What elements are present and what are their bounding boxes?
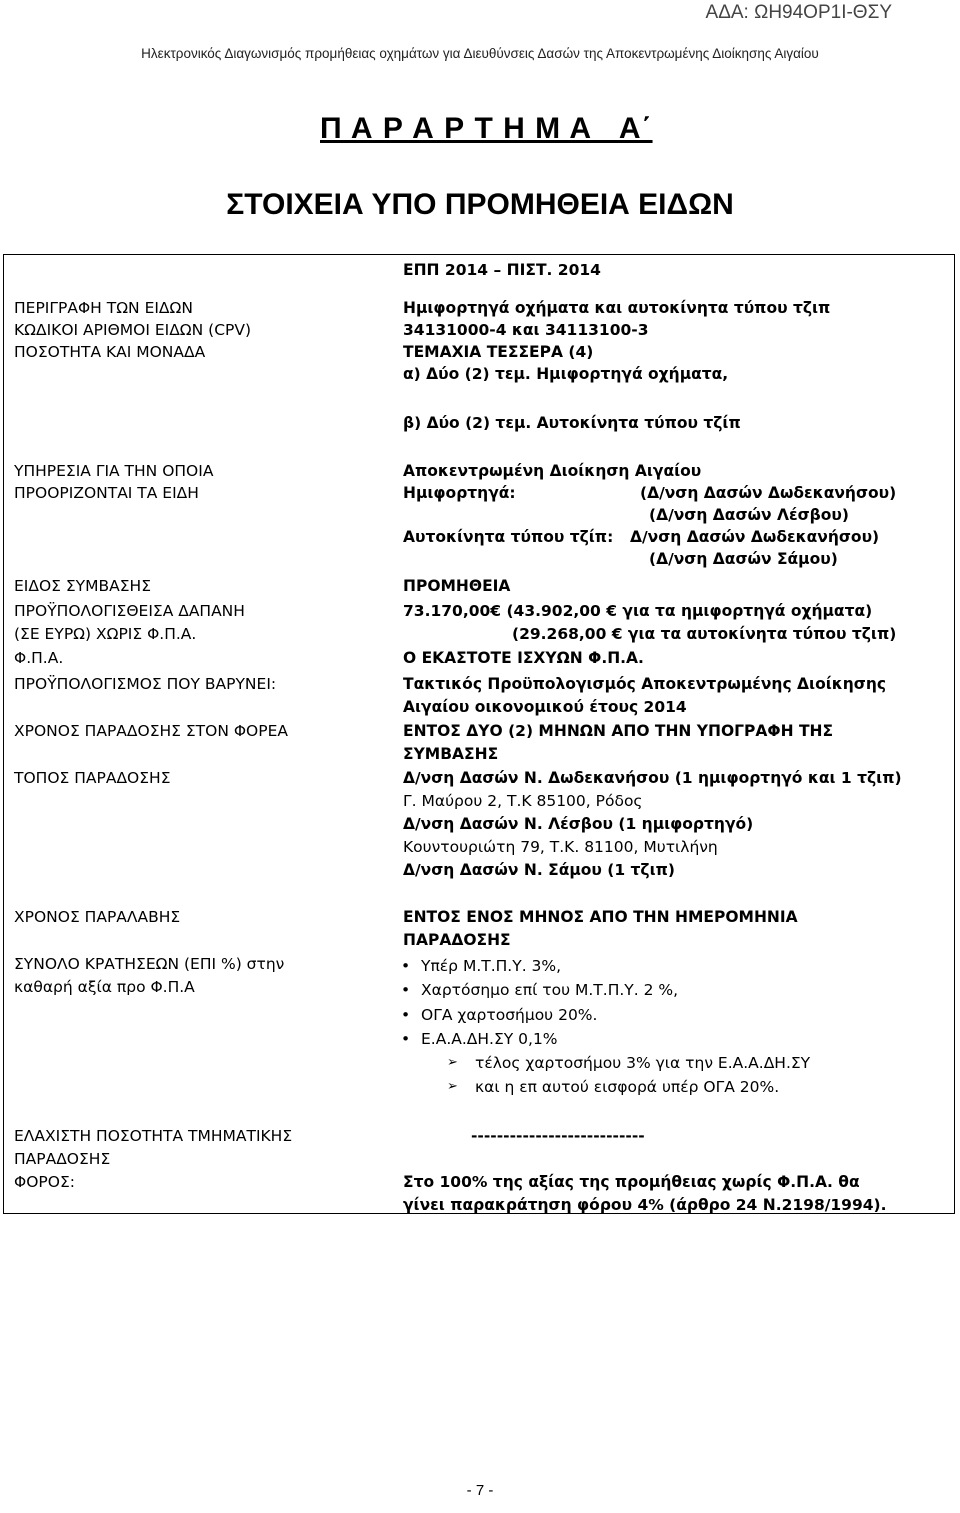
delivery-place-lesvos: Δ/νση Δασών Ν. Λέσβου (1 ημιφορτηγό) [403,815,754,833]
tax-line: Στο 100% της αξίας της προμήθειας χωρίς Φ.Π.Α. θα [403,1173,860,1191]
delivery-time-label: ΧΡΟΝΟΣ ΠΑΡΑΔΟΣΗΣ ΣΤΟΝ ΦΟΡΕΑ [14,722,288,740]
charged-budget-line: Αιγαίου οικονομικού έτους 2014 [403,698,687,716]
budget-jeeps: (29.268,00 € για τα αυτοκίνητα τύπου τζιπ) [512,625,897,643]
annex-title: Π Α Ρ Α Ρ Τ Η Μ Α Α΄ [320,112,653,145]
delivery-place-samos: Δ/νση Δασών Ν. Σάμου (1 τζιπ) [403,861,675,879]
receipt-time-line: ΠΑΡΑΔΟΣΗΣ [403,931,511,949]
deductions-label: καθαρή αξία προ Φ.Π.Α [14,978,195,996]
contract-type-value: ΠΡΟΜΗΘΕΙΑ [403,577,511,595]
tax-label: ΦΟΡΟΣ: [14,1173,75,1191]
budget-label: ΠΡΟΫΠΟΛΟΓΙΣΘΕΙΣΑ ΔΑΠΑΝΗ [14,602,245,620]
deduction-item: • Ε.Α.Α.ΔΗ.ΣΥ 0,1% [403,1028,558,1050]
delivery-place-address: Κουντουριώτη 79, Τ.Κ. 81100, Μυτιλήνη [403,838,718,856]
arrow-bullet-icon: ➢ [447,1079,458,1094]
jeeps-label: Αυτοκίνητα τύπου τζίπ: [403,528,614,546]
cpv-value: 34131000-4 και 34113100-3 [403,321,649,339]
delivery-time-line: ΕΝΤΟΣ ΔΥΟ (2) ΜΗΝΩΝ ΑΠΟ ΤΗΝ ΥΠΟΓΡΑΦΗ ΤΗΣ [403,722,834,740]
jeeps-directorate: Δ/νση Δασών Δωδεκανήσου) [630,528,880,546]
specs-table [3,254,955,1214]
min-quantity-label: ΕΛΑΧΙΣΤΗ ΠΟΣΟΤΗΤΑ ΤΜΗΜΑΤΙΚΗΣ [14,1127,293,1145]
charged-budget-label: ΠΡΟΫΠΟΛΟΓΙΣΜΟΣ ΠΟΥ ΒΑΡΥΝΕΙ: [14,675,277,693]
deduction-item: • ΟΓΑ χαρτοσήμου 20%. [403,1004,597,1026]
contract-type-label: ΕΙΔΟΣ ΣΥΜΒΑΣΗΣ [14,577,152,595]
cpv-label: ΚΩΔΙΚΟΙ ΑΡΙΘΜΟΙ ΕΙΔΩΝ (CPV) [14,321,252,339]
main-title: ΣΤΟΙΧΕΙΑ ΥΠΟ ΠΡΟΜΗΘΕΙΑ ΕΙΔΩΝ [226,188,734,221]
receipt-time-label: ΧΡΟΝΟΣ ΠΑΡΑΛΑΒΗΣ [14,908,181,926]
ada-code: ΑΔΑ: ΩΗ94ΟΡ1Ι-ΘΣΥ [705,2,892,23]
arrow-bullet-icon: ➢ [447,1055,458,1070]
jeeps-directorate: (Δ/νση Δασών Σάμου) [649,550,838,568]
deduction-subitem: ➢ και η επ αυτού εισφορά υπέρ ΟΓΑ 20%. [447,1078,780,1096]
min-quantity-label: ΠΑΡΑΔΟΣΗΣ [14,1150,111,1168]
program-code: ΕΠΠ 2014 – ΠΙΣΤ. 2014 [403,261,601,279]
trucks-label: Ημιφορτηγά: [403,484,516,502]
description-value: Ημιφορτηγά οχήματα και αυτοκίνητα τύπου τζιπ [403,299,831,317]
vat-value: Ο ΕΚΑΣΤΟΤΕ ΙΣΧΥΩΝ Φ.Π.Α. [403,649,644,667]
page-number: - 7 - [466,1482,494,1499]
delivery-place-label: ΤΟΠΟΣ ΠΑΡΑΔΟΣΗΣ [14,769,171,787]
deduction-item: • Χαρτόσημο επί του Μ.Τ.Π.Υ. 2 %, [403,979,678,1001]
quantity-line: β) Δύο (2) τεμ. Αυτοκίνητα τύπου τζίπ [403,414,741,432]
budget-total: 73.170,00€ (43.902,00 € για τα ημιφορτηγά οχήματα) [403,602,873,620]
service-label: ΥΠΗΡΕΣΙΑ ΓΙΑ ΤΗΝ ΟΠΟΙΑ [14,462,214,480]
service-authority: Αποκεντρωμένη Διοίκηση Αιγαίου [403,462,702,480]
quantity-line: α) Δύο (2) τεμ. Ημιφορτηγά οχήματα, [403,365,729,383]
quantity-label: ΠΟΣΟΤΗΤΑ ΚΑΙ ΜΟΝΑΔΑ [14,343,206,361]
trucks-directorate: (Δ/νση Δασών Δωδεκανήσου) [640,484,897,502]
delivery-time-line: ΣΥΜΒΑΣΗΣ [403,745,499,763]
tax-line: γίνει παρακράτηση φόρου 4% (άρθρο 24 Ν.2198/1994). [403,1196,887,1214]
deductions-label: ΣΥΝΟΛΟ ΚΡΑΤΗΣΕΩΝ (ΕΠΙ %) στην [14,955,285,973]
description-label: ΠΕΡΙΓΡΑΦΗ ΤΩΝ ΕΙΔΩΝ [14,299,193,317]
receipt-time-line: ΕΝΤΟΣ ΕΝΟΣ ΜΗΝΟΣ ΑΠΟ ΤΗΝ ΗΜΕΡΟΜΗΝΙΑ [403,908,798,926]
delivery-place-address: Γ. Μαύρου 2, Τ.Κ 85100, Ρόδος [403,792,643,810]
delivery-place-dodecanese: Δ/νση Δασών Ν. Δωδεκανήσου (1 ημιφορτηγό και 1 τζιπ) [403,769,902,787]
vat-label: Φ.Π.Α. [14,649,64,667]
document-subtitle: Ηλεκτρονικός Διαγωνισμός προμήθειας οχημάτων για Διευθύνσεις Δασών της Αποκεντρωμένης Διοίκησης Αιγαίου [141,46,819,61]
budget-label: (ΣΕ ΕΥΡΩ) ΧΩΡΙΣ Φ.Π.Α. [14,625,197,643]
deduction-item: • Υπέρ Μ.Τ.Π.Υ. 3%, [403,955,561,977]
quantity-line: ΤΕΜΑΧΙΑ ΤΕΣΣΕΡΑ (4) [403,343,594,361]
trucks-directorate: (Δ/νση Δασών Λέσβου) [649,506,849,524]
charged-budget-line: Τακτικός Προϋπολογισμός Αποκεντρωμένης Διοίκησης [403,675,887,693]
service-label: ΠΡΟΟΡΙΖΟΝΤΑΙ ΤΑ ΕΙΔΗ [14,484,199,502]
deduction-subitem: ➢ τέλος χαρτοσήμου 3% για την Ε.Α.Α.ΔΗ.ΣΥ [447,1054,811,1072]
min-quantity-value: --------------------------- [471,1127,645,1145]
